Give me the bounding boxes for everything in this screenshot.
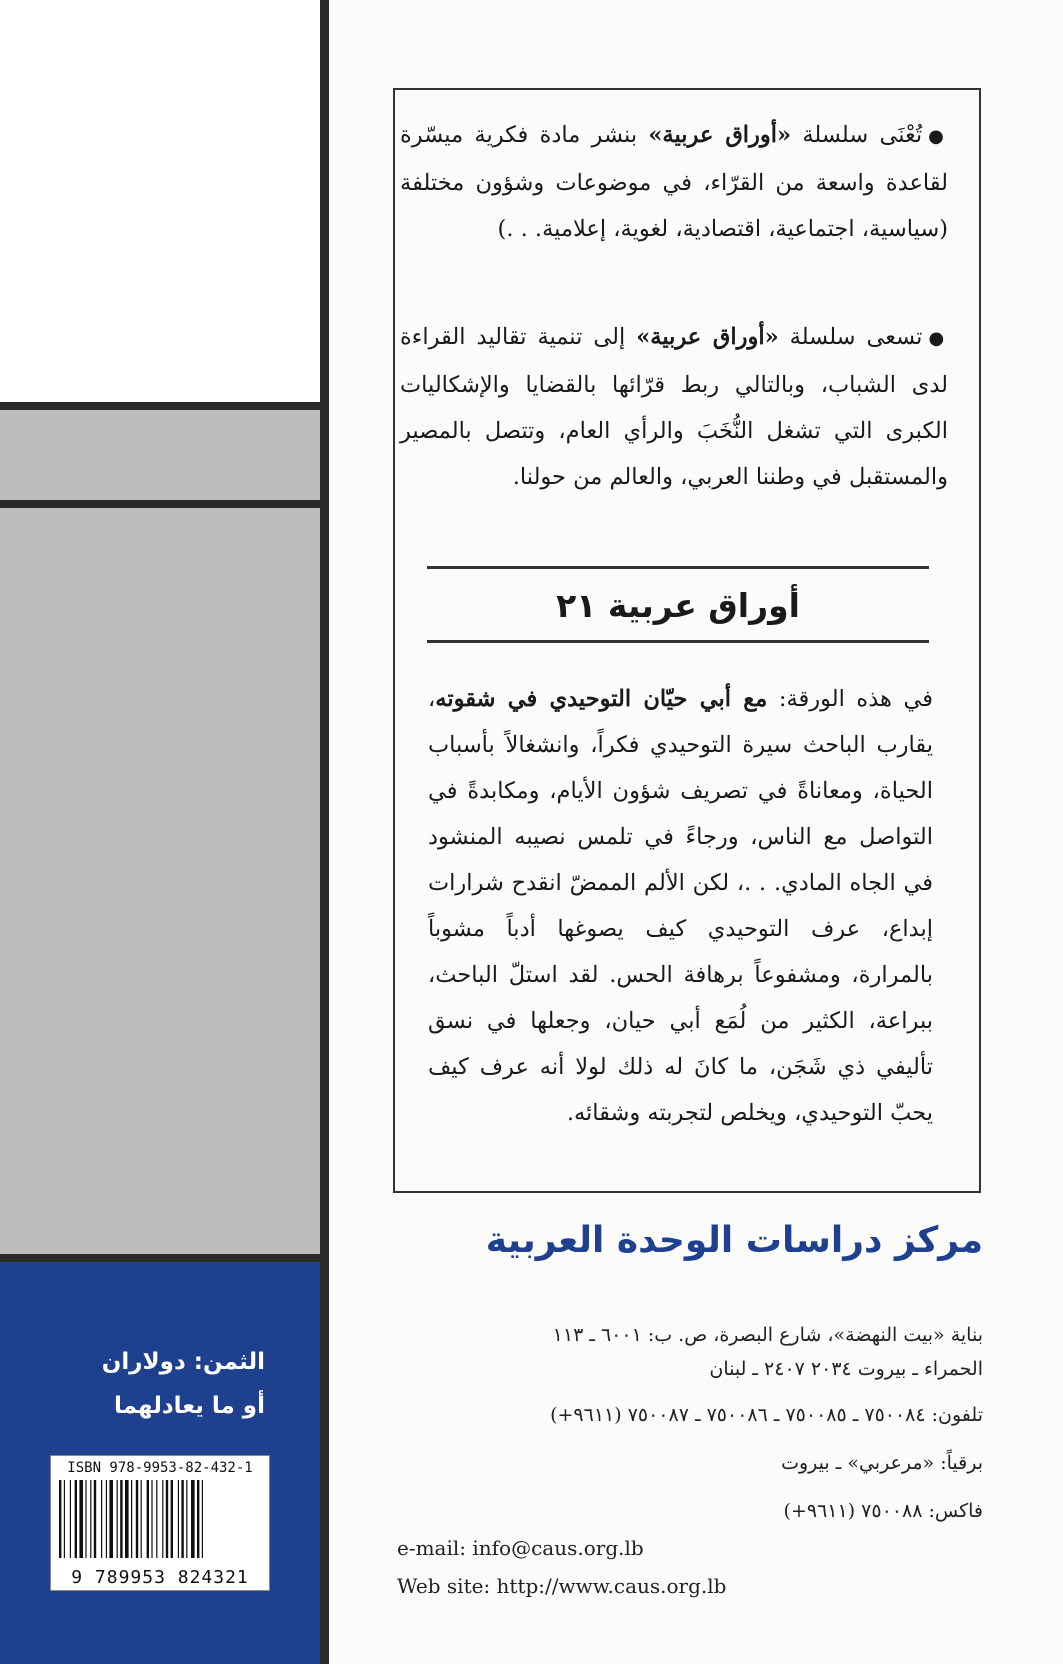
text-before: تُعْنَى سلسلة — [791, 122, 923, 148]
publisher-fax: فاكس: ٧٥٠٠٨٨ (٩٦١١+) — [783, 1500, 983, 1522]
series-title: أوراق عربية ٢١ — [556, 586, 800, 625]
horizontal-divider — [0, 500, 329, 508]
left-panel-white — [0, 0, 320, 402]
text-before: في هذه الورقة: — [767, 686, 933, 712]
vertical-divider — [320, 0, 329, 1664]
bullet-icon: ● — [928, 328, 948, 349]
isbn-barcode — [50, 1455, 270, 1591]
text-after: إلى تنمية تقاليد القراءة لدى الشباب، وبالتالي ربط قرّائها بالقضايا والإشكاليات الكبرى التي تشغل النُّخَبَ والرأي العام، وتتصل بالمصير والمستقبل في وطننا العربي، والعالم من حولنا. — [400, 324, 948, 490]
series-name-bold: «أوراق عربية» — [636, 324, 779, 350]
publisher-phone: تلفون: ٧٥٠٠٨٤ ـ ٧٥٠٠٨٥ ـ ٧٥٠٠٨٦ ـ ٧٥٠٠٨٧ (٩٦١١+) — [550, 1404, 983, 1426]
series-description-paragraph — [400, 112, 948, 252]
text-before: تسعى سلسلة — [778, 324, 923, 350]
publisher-email-link[interactable]: e-mail: info@caus.org.lb — [397, 1536, 644, 1560]
publisher-name: مركز دراسات الوحدة العربية — [485, 1220, 983, 1261]
bullet-icon: ● — [928, 126, 948, 147]
text-after: ، يقارب الباحث سيرة التوحيدي فكراً، وانشغالاً بأسباب الحياة، ومعاناةً في تصريف شؤون الأيام، ومكابدةً في التواصل مع الناس، ورجاءً في تلمس نصيبه المنشود في الجاه المادي. . .، لكن الألم الممضّ انقدح شرارات إبداع، عرف التوحيدي كيف يصوغها أدباً مشوباً بالمرارة، ومشفوعاً برهافة الحس. لقد استلّ الباحث، ببراعة، الكثير من لُمَع أبي حيان، وجعلها في نسق تأليفي ذي شَجَن، ما كانَ له ذلك لولا أنه عرف كيف يحبّ التوحيدي، ويخلص لتجربته وشقائه. — [428, 686, 933, 1126]
address-line: بناية «بيت النهضة»، شارع البصرة، ص. ب: ٦٠٠١ ـ ١١٣ — [552, 1324, 983, 1346]
horizontal-divider — [0, 402, 329, 410]
publisher-website-link[interactable]: Web site: http://www.caus.org.lb — [397, 1574, 727, 1598]
publisher-address — [393, 1318, 983, 1386]
paper-title-bold: مع أبي حيّان التوحيدي في شقوته — [435, 686, 768, 712]
series-goal-paragraph — [400, 314, 948, 500]
left-panel-gray-small — [0, 410, 320, 500]
price-line: الثمن: دولاران — [101, 1349, 265, 1375]
summary-paragraph — [428, 676, 933, 1136]
left-panel-gray-large — [0, 508, 320, 1260]
barcode-icon — [59, 1480, 261, 1558]
title-rule-top — [427, 566, 929, 569]
barcode-digits: 9 789953 824321 — [71, 1567, 249, 1588]
isbn-label: ISBN 978-9953-82-432-1 — [67, 1460, 253, 1476]
publisher-cable: برقياً: «مرعربي» ـ بيروت — [781, 1452, 983, 1474]
text-after: بنشر مادة فكرية ميسّرة لقاعدة واسعة من القرّاء، في موضوعات وشؤون مختلفة (سياسية، اجتماعية، اقتصادية، لغوية، إعلامية. . .) — [400, 122, 948, 242]
address-line: الحمراء ـ بيروت ٢٠٣٤ ٢٤٠٧ ـ لبنان — [709, 1358, 983, 1380]
price-block — [55, 1340, 265, 1428]
horizontal-divider — [0, 1254, 329, 1262]
title-rule-bottom — [427, 640, 929, 643]
price-equivalent-line: أو ما يعادلهما — [113, 1393, 265, 1419]
series-name-bold: «أوراق عربية» — [648, 122, 792, 148]
